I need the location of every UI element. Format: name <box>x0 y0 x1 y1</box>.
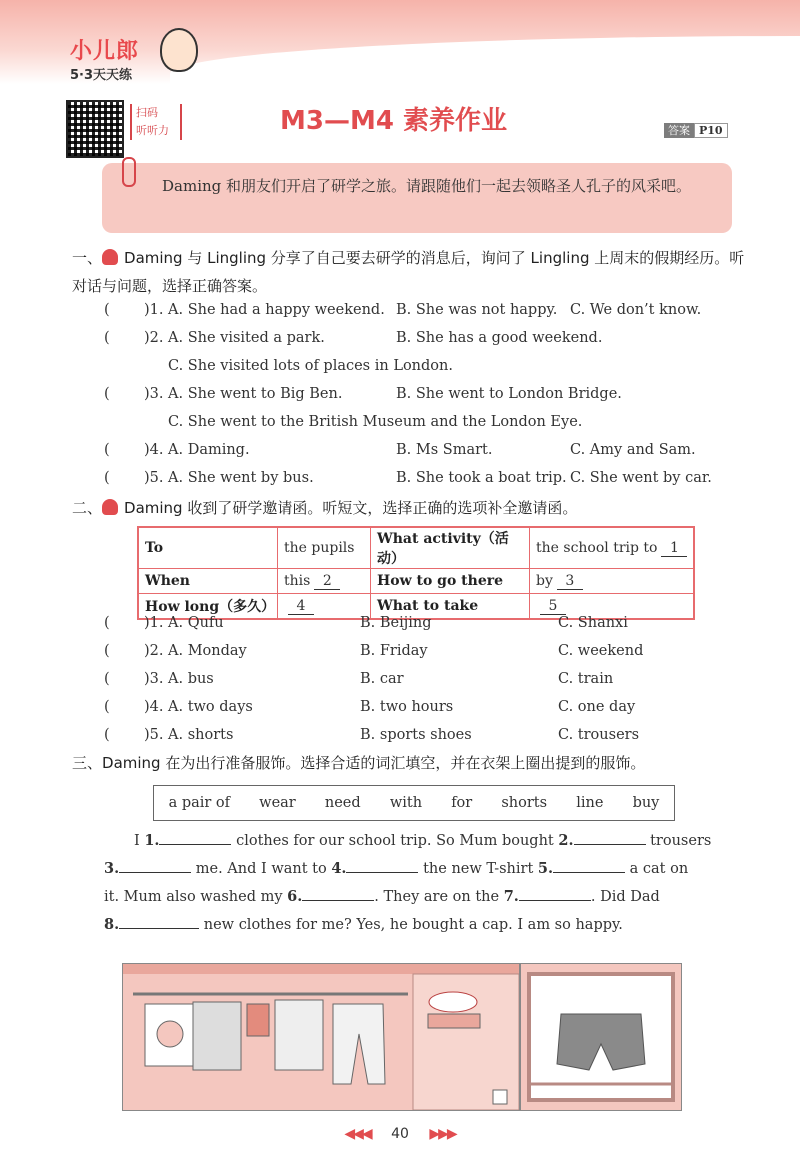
q-num: )3. <box>144 671 164 687</box>
answer-page: P10 <box>694 123 728 138</box>
passage-line-2 <box>104 860 734 877</box>
answer-ref <box>664 122 728 138</box>
option-b[interactable]: B. Beijing <box>360 615 432 631</box>
option-c[interactable]: C. Shanxi <box>558 615 628 631</box>
option-c[interactable]: C. trousers <box>558 727 640 743</box>
q-num: )2. <box>144 643 164 659</box>
option-c[interactable]: C. She went by car. <box>570 470 712 486</box>
listening-icon[interactable] <box>102 499 118 515</box>
option-b[interactable]: B. She took a boat trip. <box>396 470 567 486</box>
blank-num: 6. <box>287 888 303 905</box>
section2-instruction <box>72 496 752 520</box>
passage-text: clothes for our school trip. So Mum bought <box>236 833 554 849</box>
section3-instruction <box>72 752 772 774</box>
q-num: )1. <box>144 302 164 318</box>
invitation-table <box>137 526 695 620</box>
option-c[interactable]: C. train <box>558 671 614 687</box>
take-label: What to take <box>371 594 530 620</box>
blank-num: 5. <box>537 860 554 877</box>
blank-6[interactable] <box>302 900 374 901</box>
activity-value: the school trip to <box>536 539 658 556</box>
intro-text: Daming 和朋友们开启了研学之旅。请跟随他们一起去领略圣人孔子的风采吧。 <box>162 177 692 195</box>
option-c[interactable]: C. one day <box>558 699 636 715</box>
page-number: 40 <box>391 1126 409 1142</box>
prev-arrows-icon[interactable]: ◀◀◀ <box>344 1126 371 1142</box>
blank-num: 3. <box>104 860 120 877</box>
when-label: When <box>138 569 278 594</box>
passage-text: . They are on the <box>374 889 500 905</box>
passage-text: the new T-shirt <box>423 861 534 877</box>
option-a[interactable]: A. She went to Big Ben. <box>168 386 343 402</box>
option-b[interactable]: B. sports shoes <box>360 727 472 743</box>
brand-logo: 小儿郎 <box>70 39 140 64</box>
option-a[interactable]: A. shorts <box>168 727 234 743</box>
q-num: )1. <box>144 615 164 631</box>
page-title: M3—M4 素养作业 <box>280 106 507 136</box>
to-label: To <box>138 527 278 569</box>
door-svg <box>521 964 681 1110</box>
passage-text: . Did Dad <box>590 889 660 905</box>
option-b[interactable]: B. She has a good weekend. <box>396 330 603 346</box>
option-a[interactable]: A. She had a happy weekend. <box>168 302 385 318</box>
option-c[interactable]: C. Amy and Sam. <box>570 442 696 458</box>
word-item[interactable]: a pair of <box>168 795 231 811</box>
long-cell <box>278 594 371 620</box>
q-num: )5. <box>144 470 164 486</box>
option-c[interactable]: C. She visited lots of places in London. <box>168 358 453 374</box>
passage-text: me. And I want to <box>195 861 327 877</box>
activity-label: What activity（活动） <box>371 527 530 569</box>
blank-5[interactable] <box>553 872 625 873</box>
how-cell <box>530 569 695 594</box>
sweater-icon <box>193 1002 241 1070</box>
page-footer <box>330 1126 470 1142</box>
option-a[interactable]: A. She went by bus. <box>168 470 314 486</box>
option-b[interactable]: B. She was not happy. <box>396 302 558 318</box>
section3-text: Daming 在为出行准备服饰。选择合适的词汇填空，并在衣架上圈出提到的服饰。 <box>102 754 646 772</box>
passage-text: I <box>134 833 140 849</box>
blank-num: 4. <box>331 860 347 877</box>
blank-num: 7. <box>503 888 519 905</box>
passage-line-3 <box>104 888 734 905</box>
blank-3[interactable] <box>119 872 191 873</box>
passage-text: trousers <box>650 833 712 849</box>
passage-line-1 <box>104 832 734 849</box>
section2-heading: 二、 <box>72 499 103 517</box>
word-item[interactable]: buy <box>632 795 660 811</box>
passage-text: new clothes for me? Yes, he bought a cap. I am so happy. <box>203 917 623 933</box>
scan-listen-label <box>130 104 182 140</box>
cap-icon <box>429 992 477 1012</box>
option-a[interactable]: A. two days <box>168 699 253 715</box>
section3-heading: 三、 <box>72 754 103 772</box>
word-bank <box>153 785 675 821</box>
option-b[interactable]: B. two hours <box>360 699 454 715</box>
answer-label: 答案 <box>664 123 694 138</box>
word-item[interactable]: for <box>451 795 473 811</box>
blank-1[interactable]: 1 <box>661 540 687 557</box>
qr-code-icon[interactable] <box>66 100 124 158</box>
q-num: )4. <box>144 699 164 715</box>
section1-instruction <box>72 244 752 300</box>
option-b[interactable]: B. Ms Smart. <box>396 442 493 458</box>
scan-label: 扫码 <box>136 106 158 119</box>
option-c[interactable]: C. weekend <box>558 643 644 659</box>
q-num: )5. <box>144 727 164 743</box>
next-arrows-icon[interactable]: ▶▶▶ <box>429 1126 456 1142</box>
blank-num: 8. <box>104 916 120 933</box>
section1-text: Daming 与 Lingling 分享了自己要去研学的消息后，询问了 Lingling 上周末的假期经历。听对话与问题，选择正确答案。 <box>72 249 745 295</box>
blank-num: 2. <box>558 832 574 849</box>
blank-1[interactable] <box>159 844 231 845</box>
jacket-icon <box>275 1000 323 1070</box>
listen-label: 听听力 <box>136 124 169 137</box>
cat-icon <box>157 1021 183 1047</box>
door-illustration <box>520 963 682 1111</box>
activity-cell <box>530 527 695 569</box>
when-value: this <box>284 572 311 589</box>
option-a[interactable]: A. Daming. <box>168 442 250 458</box>
section1-heading: 一、 <box>72 249 103 267</box>
option-b[interactable]: B. Friday <box>360 643 428 659</box>
option-b[interactable]: B. car <box>360 671 404 687</box>
option-b[interactable]: B. She went to London Bridge. <box>396 386 622 402</box>
listening-icon[interactable] <box>102 249 118 265</box>
word-item[interactable]: line <box>576 795 604 811</box>
word-item[interactable]: wear <box>259 795 296 811</box>
brand-subtitle: 5·3天天练 <box>70 68 133 83</box>
wardrobe-illustration <box>122 963 520 1111</box>
passage-text: it. Mum also washed my <box>104 889 283 905</box>
option-c[interactable]: C. She went to the British Museum and the London Eye. <box>168 414 583 430</box>
to-value: the pupils <box>278 527 371 569</box>
passage-line-4 <box>104 916 734 933</box>
blank-7[interactable] <box>519 900 591 901</box>
option-c[interactable]: C. We don’t know. <box>570 302 702 318</box>
long-label: How long（多久） <box>138 594 278 620</box>
blank-2[interactable] <box>574 844 646 845</box>
option-a[interactable]: A. Qufu <box>168 615 224 631</box>
section2-text: Daming 收到了研学邀请函。听短文，选择正确的选项补全邀请函。 <box>124 499 578 517</box>
option-a[interactable]: A. bus <box>168 671 214 687</box>
option-a[interactable]: A. She visited a park. <box>168 330 325 346</box>
blank-2[interactable]: 2 <box>314 573 340 590</box>
q-num: )3. <box>144 386 164 402</box>
blank-8[interactable] <box>119 928 199 929</box>
word-item[interactable]: with <box>389 795 423 811</box>
how-value: by <box>536 572 553 589</box>
when-cell <box>278 569 371 594</box>
word-item[interactable]: need <box>324 795 361 811</box>
q-num: )4. <box>144 442 164 458</box>
blank-3[interactable]: 3 <box>557 573 583 590</box>
how-label: How to go there <box>371 569 530 594</box>
wardrobe-svg <box>123 964 519 1110</box>
option-a[interactable]: A. Monday <box>168 643 247 659</box>
word-item[interactable]: shorts <box>501 795 548 811</box>
shirt-icon <box>247 1004 269 1036</box>
mascot-icon <box>160 28 198 72</box>
q-num: )2. <box>144 330 164 346</box>
blank-4[interactable] <box>346 872 418 873</box>
blank-num: 1. <box>144 832 160 849</box>
blank-5[interactable]: 5 <box>540 598 566 615</box>
blank-4[interactable]: 4 <box>288 598 314 615</box>
passage-text: a cat on <box>629 861 689 877</box>
